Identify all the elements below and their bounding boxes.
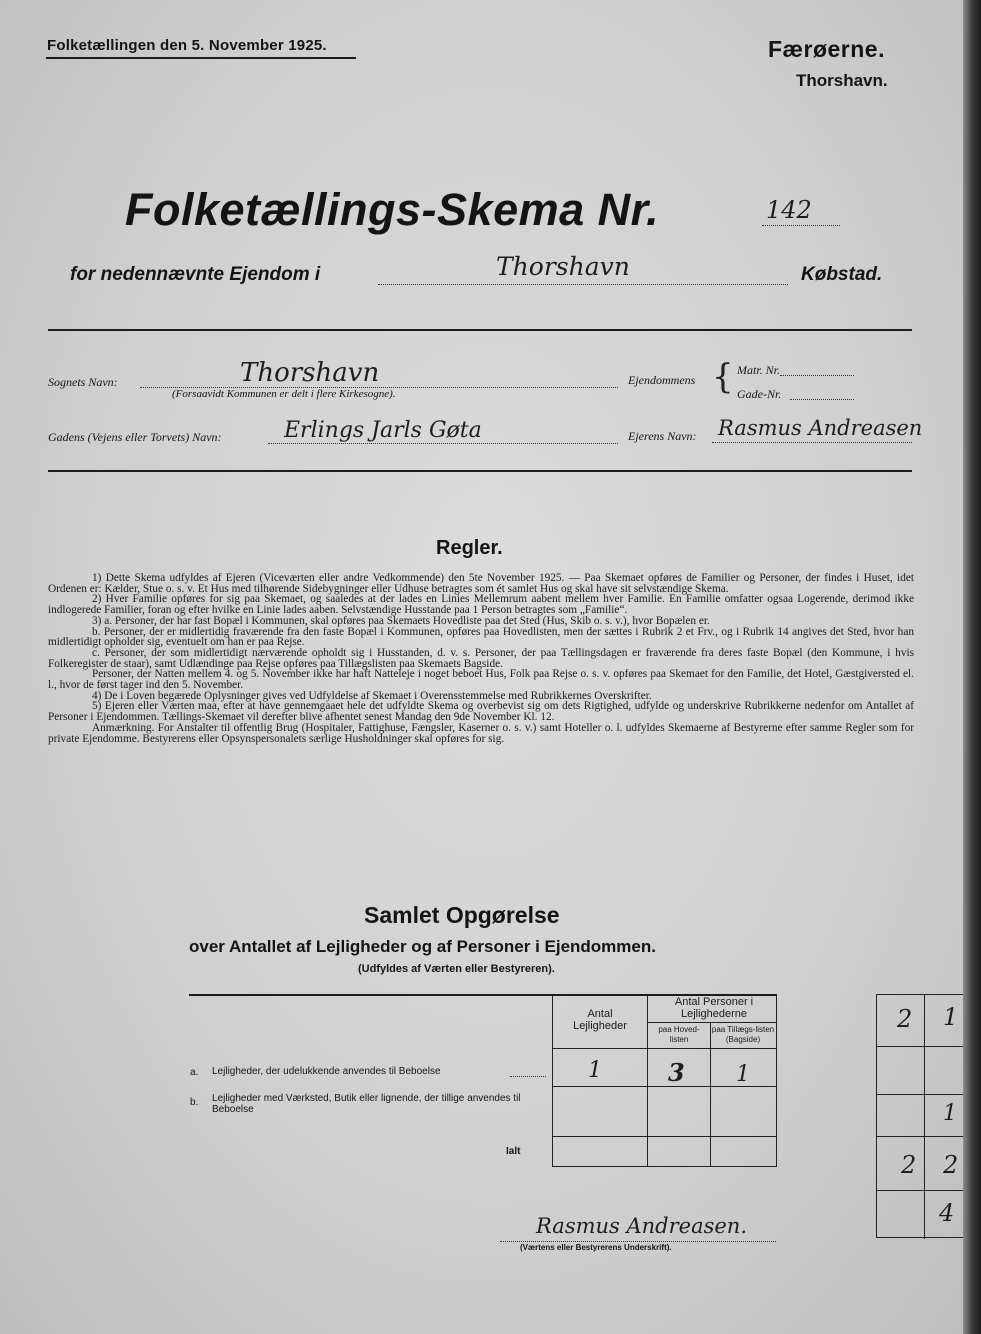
owner-label: Ejerens Navn: — [628, 429, 697, 443]
signature-line — [500, 1241, 776, 1242]
side-box-r4c2: 4 — [939, 1199, 955, 1227]
rule-annotation: Anmærkning. For Anstalter til offentlig Brug (Hospitaler, Fattighuse, Fængsler, Kaserner o. s. v.) samt Hoteller o. l. udfyldes Skemaerne af Bestyrerne efter samme Regler som for private Ejendomme. Bestyrerens eller Opsynspersonalets særlige Husholdninger skal opføres for sig. — [48, 721, 914, 745]
rule-3c: c. Personer, der som midlertidigt nærværende opholdt sig i Husstanden, d. v. s. Personer, der paa Tællingsdagen er fraværende fra deres faste Bopæl (den Kommune, i hvis Folkeregister de staar), samt Udlændinge paa Rejse opføres paa Tillægslisten paa Skemaets Bagside. — [48, 646, 914, 670]
col-tillaegslisten: paa Tillægs-listen (Bagside) — [711, 1025, 775, 1044]
kobstad-label: Købstad. — [801, 264, 883, 285]
form-title: Folketællings-Skema Nr. — [125, 184, 660, 235]
col-hovedlisten: paa Hoved-listen — [658, 1025, 700, 1044]
side-box-r2c2: 1 — [943, 1101, 957, 1126]
side-box-r1c2: 1 — [943, 1003, 959, 1031]
side-box-rule-4 — [877, 1190, 972, 1191]
row-a-lejligheder-handwritten: 1 — [588, 1058, 602, 1083]
town-label: Thorshavn. — [796, 71, 888, 90]
street-value-handwritten: Erlings Jarls Gøta — [284, 418, 482, 443]
owner-value-handwritten: Rasmus Andreasen — [718, 416, 923, 440]
divider-top — [48, 329, 912, 331]
side-box-r3c1: 2 — [901, 1151, 917, 1179]
scan-edge-shadow — [963, 0, 981, 1334]
side-box-divider — [924, 995, 925, 1239]
rule-4: 4) De i Loven begærede Oplysninger gives ved Udfyldelse af Skemaet i Overensstemmelse med Rubrikkernes Overskrifter. — [92, 689, 652, 702]
rule-3-note: Personer, der Natten mellem 4. og 5. November ikke har haft Natteleje i noget beboet Hus, Folk paa Rejse o. s. v. opføres paa Skemaet for den Familie, det Hotel, Gæstgiversted el. l., hvor de først tager ind den 5. November. — [48, 668, 914, 692]
gade-label: Gade-Nr. — [737, 387, 782, 401]
estate-brace: { — [712, 357, 734, 397]
signature-handwritten: Rasmus Andreasen. — [536, 1214, 748, 1238]
summary-title: Samlet Opgørelse — [364, 902, 560, 928]
owner-line — [712, 442, 912, 443]
rule-5: 5) Ejeren eller Værten maa, efter at have gennemgaaet hele det udfyldte Skema og overbevist sig om dets Rigtighed, udfylde og underskrive Rubrikkerne nedenfor om Antallet af Personer i Ejendommen. Tællings-Skemaet vil derefter blive afhentet senest Mandag den 9de November Kl. 12. — [48, 700, 914, 724]
form-number-line — [762, 225, 840, 226]
parish-label: Sognets Navn: — [48, 375, 118, 389]
summary-instruction: (Udfyldes af Værten eller Bestyreren). — [358, 963, 555, 975]
side-box-rule-1 — [877, 1046, 972, 1047]
table-subheader-rule — [647, 1022, 777, 1023]
side-box-rule-3 — [877, 1136, 972, 1137]
row-a-label: Lejligheder, der udelukkende anvendes til Beboelse — [212, 1066, 441, 1077]
rule-3b: b. Personer, der er midlertidig fraværende fra den faste Bopæl i Kommunen, opføres paa Hovedlisten, men der sættes i Rubrik 2 et Frv., og i Rubrik 14 angives det Sted, hvor han midlertidigt opholder sig, eventuelt om han er paa Rejse. — [48, 625, 914, 649]
parish-note: (Forsaavidt Kommunen er delt i flere Kirkesogne). — [172, 388, 396, 400]
side-box-r3c2: 2 — [943, 1151, 959, 1179]
matr-label: Matr. Nr. — [737, 363, 781, 377]
gade-line — [790, 399, 854, 400]
row-b-label: Lejligheder med Værksted, Butik eller lignende, der tillige anvendes til Beboelse — [212, 1093, 521, 1115]
row-b-letter: b. — [190, 1097, 199, 1108]
street-label: Gadens (Vejens eller Torvets) Navn: — [48, 430, 222, 444]
rule-1: 1) Dette Skema udfyldes af Ejeren (Viceværten eller andre Vedkommende) den 5te November 1925. — Paa Skemaet opføres de Familier og Personer, der findes i Huset, idet Ordenen er: Kælder, Stue o. s. v. Et Hus med tilhørende Sidebygninger eller Udhuse betragtes som ét samlet Hus og skal have sit selvstændige Skema. — [48, 572, 914, 595]
property-town-handwritten: Thorshavn — [496, 252, 630, 281]
divider-mid — [48, 470, 912, 472]
census-title: Folketællingen den 5. November 1925. — [47, 37, 327, 54]
col-antal-lejligheder: Antal Lejligheder — [573, 1008, 627, 1032]
table-bottom-rule — [552, 1166, 777, 1167]
row-a-hovedlisten-handwritten: 3 — [668, 1058, 685, 1087]
col-antal-personer: Antal Personer i Lejlighederne — [674, 996, 754, 1020]
side-box-rule-2 — [877, 1094, 972, 1095]
region-label: Færøerne. — [768, 36, 885, 62]
row-a-letter: a. — [190, 1067, 199, 1078]
rules-heading: Regler. — [436, 537, 503, 559]
property-label: for nedennævnte Ejendom i — [70, 264, 321, 285]
rules-text — [48, 573, 914, 744]
census-title-underline — [46, 57, 356, 59]
row-ialt-label: Ialt — [506, 1146, 521, 1157]
side-tally-box — [876, 994, 971, 1238]
form-number-handwritten: 142 — [766, 196, 812, 224]
parish-value-handwritten: Thorshavn — [240, 358, 380, 388]
estate-label: Ejendommens — [628, 373, 696, 387]
signature-caption: (Værtens eller Bestyrerens Underskrift). — [520, 1243, 672, 1252]
table-row-b-rule — [552, 1136, 777, 1137]
rule-2: 2) Hver Familie opføres for sig paa Skemaet, og saaledes at der lades en Linies Mellemrum aabent mellem hver Familie. En Familie omfatter ogsaa Logerende, derimod ikke indlogerede Familier, foran og efter hvilke en Linie lades aaben. Selvstændige Husstande paa 1 Person betragtes som „Familie“. — [48, 593, 914, 617]
property-town-line — [378, 284, 788, 285]
matr-line — [780, 375, 854, 376]
street-line — [268, 443, 618, 444]
row-a-tillaegslisten-handwritten: 1 — [736, 1062, 750, 1087]
row-a-leader — [510, 1076, 546, 1077]
table-vline-1 — [552, 996, 553, 1166]
rule-3a: 3) a. Personer, der har fast Bopæl i Kommunen, skal opføres paa Skemaets Hovedliste paa det Sted (Hus, Skib o. s. v.), hvor Bopælen er. — [92, 614, 710, 627]
side-box-r1c1: 2 — [897, 1005, 913, 1033]
summary-subtitle: over Antallet af Lejligheder og af Personer i Ejendommen. — [189, 937, 656, 956]
table-header-rule — [552, 1048, 777, 1049]
